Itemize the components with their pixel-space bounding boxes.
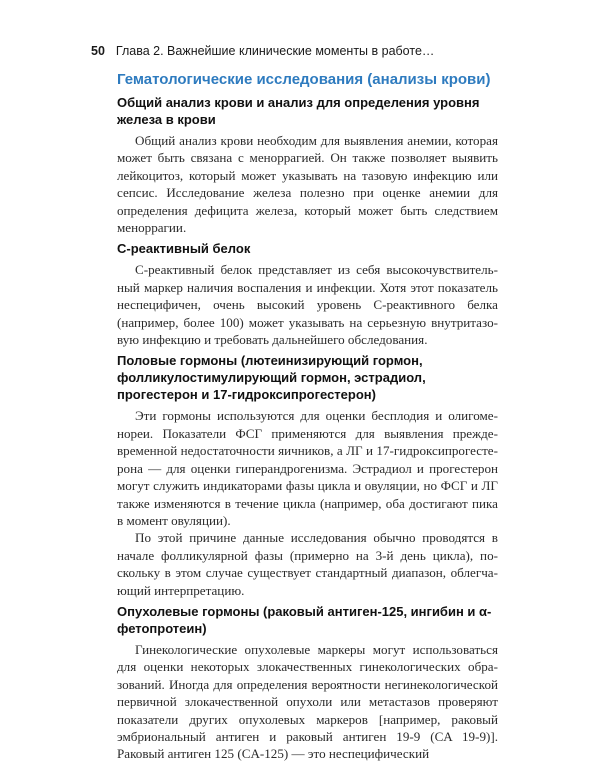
running-header xyxy=(91,44,511,58)
subsection-blood-count xyxy=(117,94,498,236)
paragraph: Общий анализ крови необходим для выявления анемии, которая может быть связана с меноррагией. Он также позволяет выявить лейкоцитоз, который может указывать на тазовую инфекцию или сепсис. Исследование железа полезно при оценке анемии для определения дефицита железа, который может быть следствием меноррагии. xyxy=(117,133,498,236)
paragraph: Гинекологические опухолевые маркеры могут использоваться для оценки некоторых злокачественных гинекологических образований. Иногда для определения вероятности негинекологической первичной злокачественной опухоли или метастазов проверяют показатели других опухолевых маркеров [например, раковый эмбриональный антиген и раковый антиген 19-9 (CA 19-9)]. Раковый антиген 125 (CA-125) — это неспецифический xyxy=(117,641,498,762)
paragraph: С-реактивный белок представляет из себя высокочувствительный маркер наличия воспаления и инфекции. Хотя этот показатель неспецифичен, очень высокий уровень С-реактивного белка (например, более 100) может указывать на серьезную внутритазовую инфекцию и требовать дальнейшего обследования. xyxy=(117,262,498,348)
subsection-tumor-markers xyxy=(117,603,498,763)
paragraph: По этой причине данные исследования обычно проводятся в начале фолликулярной фазы (примерно на 3-й день цикла), поскольку в этом случае существует стандартный диапазон, облегчающий интерпретацию. xyxy=(117,530,498,598)
paragraph: Эти гормоны используются для оценки бесплодия и олигоменореи. Показатели ФСГ применяются для выявления преждевременной недостаточности яичников, а ЛГ и 17-гидроксипрогестерона — для оценки гиперандрогенизма. Эстрадиол и прогестерон могут служить индикаторами фазы цикла и овуляции, но ФСГ и ЛГ также изменяются в течение цикла (например, оба достигают пика в момент овуляции). xyxy=(117,408,498,528)
page-number: 50 xyxy=(91,44,105,58)
chapter-title: Глава 2. Важнейшие клинические моменты в работе… xyxy=(115,44,435,58)
subsection-crp xyxy=(117,240,498,348)
subsection-heading: Половые гормоны (лютеинизирующий гормон, фолликулостимулирующий гормон, эстрадиол, прогестерон и 17-гидроксипрогестерон) xyxy=(117,353,426,403)
subsection-heading: Общий анализ крови и анализ для определения уровня железа в крови xyxy=(117,95,480,127)
subsection-sex-hormones xyxy=(117,352,498,598)
main-content xyxy=(117,70,498,763)
subsection-heading: С-реактивный белок xyxy=(117,241,251,257)
subsection-heading: Опухолевые гормоны (раковый антиген-125, ингибин и α-фетопротеин) xyxy=(117,603,492,636)
section-title: Гематологические исследования (анализы крови) xyxy=(117,71,491,88)
